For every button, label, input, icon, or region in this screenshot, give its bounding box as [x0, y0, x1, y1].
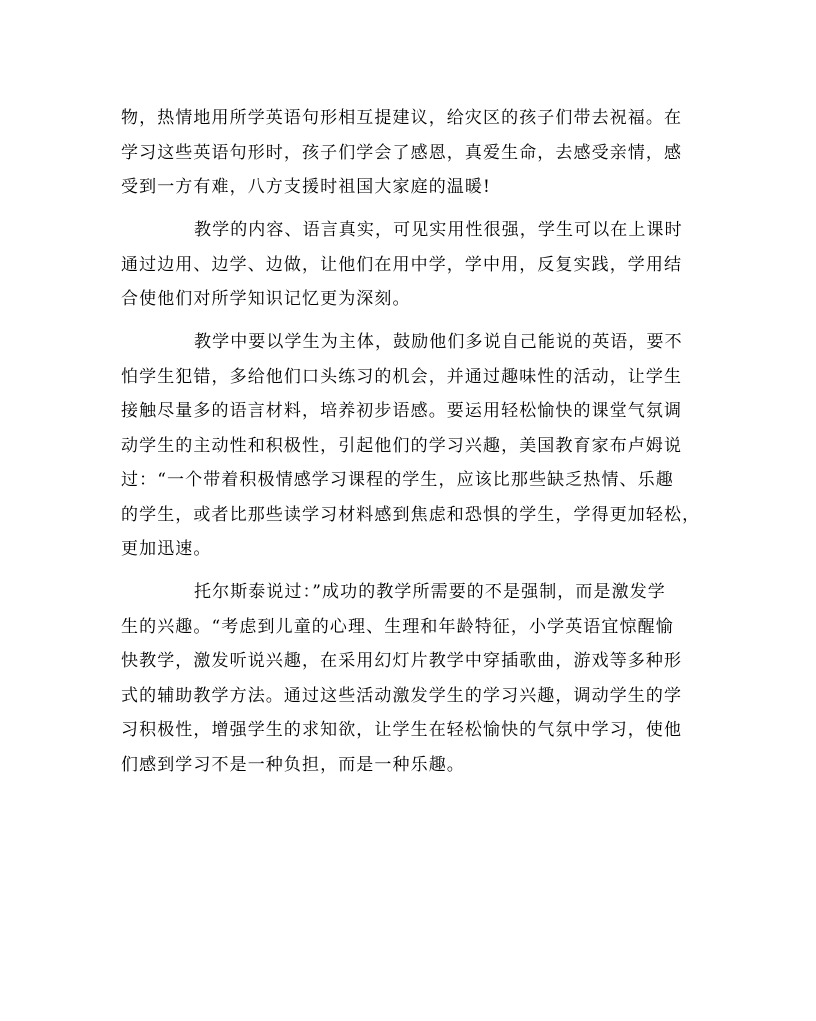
text-line: 式的辅助教学方法。通过这些活动激发学生的学习兴趣，调动学生的学 — [121, 685, 683, 706]
text-line: 快教学，激发听说兴趣，在采用幻灯片教学中穿插歌曲，游戏等多种形 — [121, 651, 683, 671]
text-line: 怕学生犯错，多给他们口头练习的机会，并通过趣味性的活动，让学生 — [121, 366, 683, 387]
paragraph-3 — [121, 325, 701, 567]
document-body — [121, 101, 701, 791]
text-line: 习积极性，增强学生的求知欲，让学生在轻松愉快的气氛中学习，使他 — [121, 720, 683, 740]
text-line: 过：“一个带着积极情感学习课程的学生，应该比那些缺乏热情、乐趣 — [121, 470, 674, 490]
paragraph-4 — [121, 575, 697, 782]
text-line: 物，热情地用所学英语句形相互提建议，给灾区的孩子们带去祝福。在 — [121, 108, 683, 128]
text-line: 接触尽量多的语言材料，培养初步语感。要运用轻松愉快的课堂气氛调 — [121, 401, 683, 421]
text-line: 通过边用、边学、边做，让他们在用中学，学中用，反复实践，学用结 — [121, 254, 683, 275]
text-line: 动学生的主动性和积极性，引起他们的学习兴趣，美国教育家布卢姆说 — [121, 435, 683, 456]
text-line: 学习这些英语句形时，孩子们学会了感恩，真爱生命，去感受亲情，感 — [121, 142, 683, 163]
text-line: 合使他们对所学知识记忆更为深刻。 — [121, 289, 411, 309]
text-line: 们感到学习不是一种负担，而是一种乐趣。 — [121, 754, 465, 775]
text-line: 教学中要以学生为主体，鼓励他们多说自己能说的英语，要不 — [194, 332, 683, 352]
text-line: 生的兴趣。“考虑到儿童的心理、生理和年龄特征，小学英语宜惊醒愉 — [121, 616, 674, 637]
text-line: 的学生，或者比那些读学习材料感到焦虑和恐惧的学生，学得更加轻松， — [121, 504, 701, 525]
paragraph-1 — [121, 101, 697, 205]
text-line: 托尔斯泰说过：”成功的教学所需要的不是强制，而是激发学 — [194, 582, 666, 602]
text-line: 更加迅速。 — [121, 539, 212, 559]
text-line: 受到一方有难，八方支援时祖国大家庭的温暖! — [121, 177, 491, 197]
paragraph-2 — [121, 213, 697, 317]
text-line: 教学的内容、语言真实，可见实用性很强，学生可以在上课时 — [194, 220, 683, 240]
